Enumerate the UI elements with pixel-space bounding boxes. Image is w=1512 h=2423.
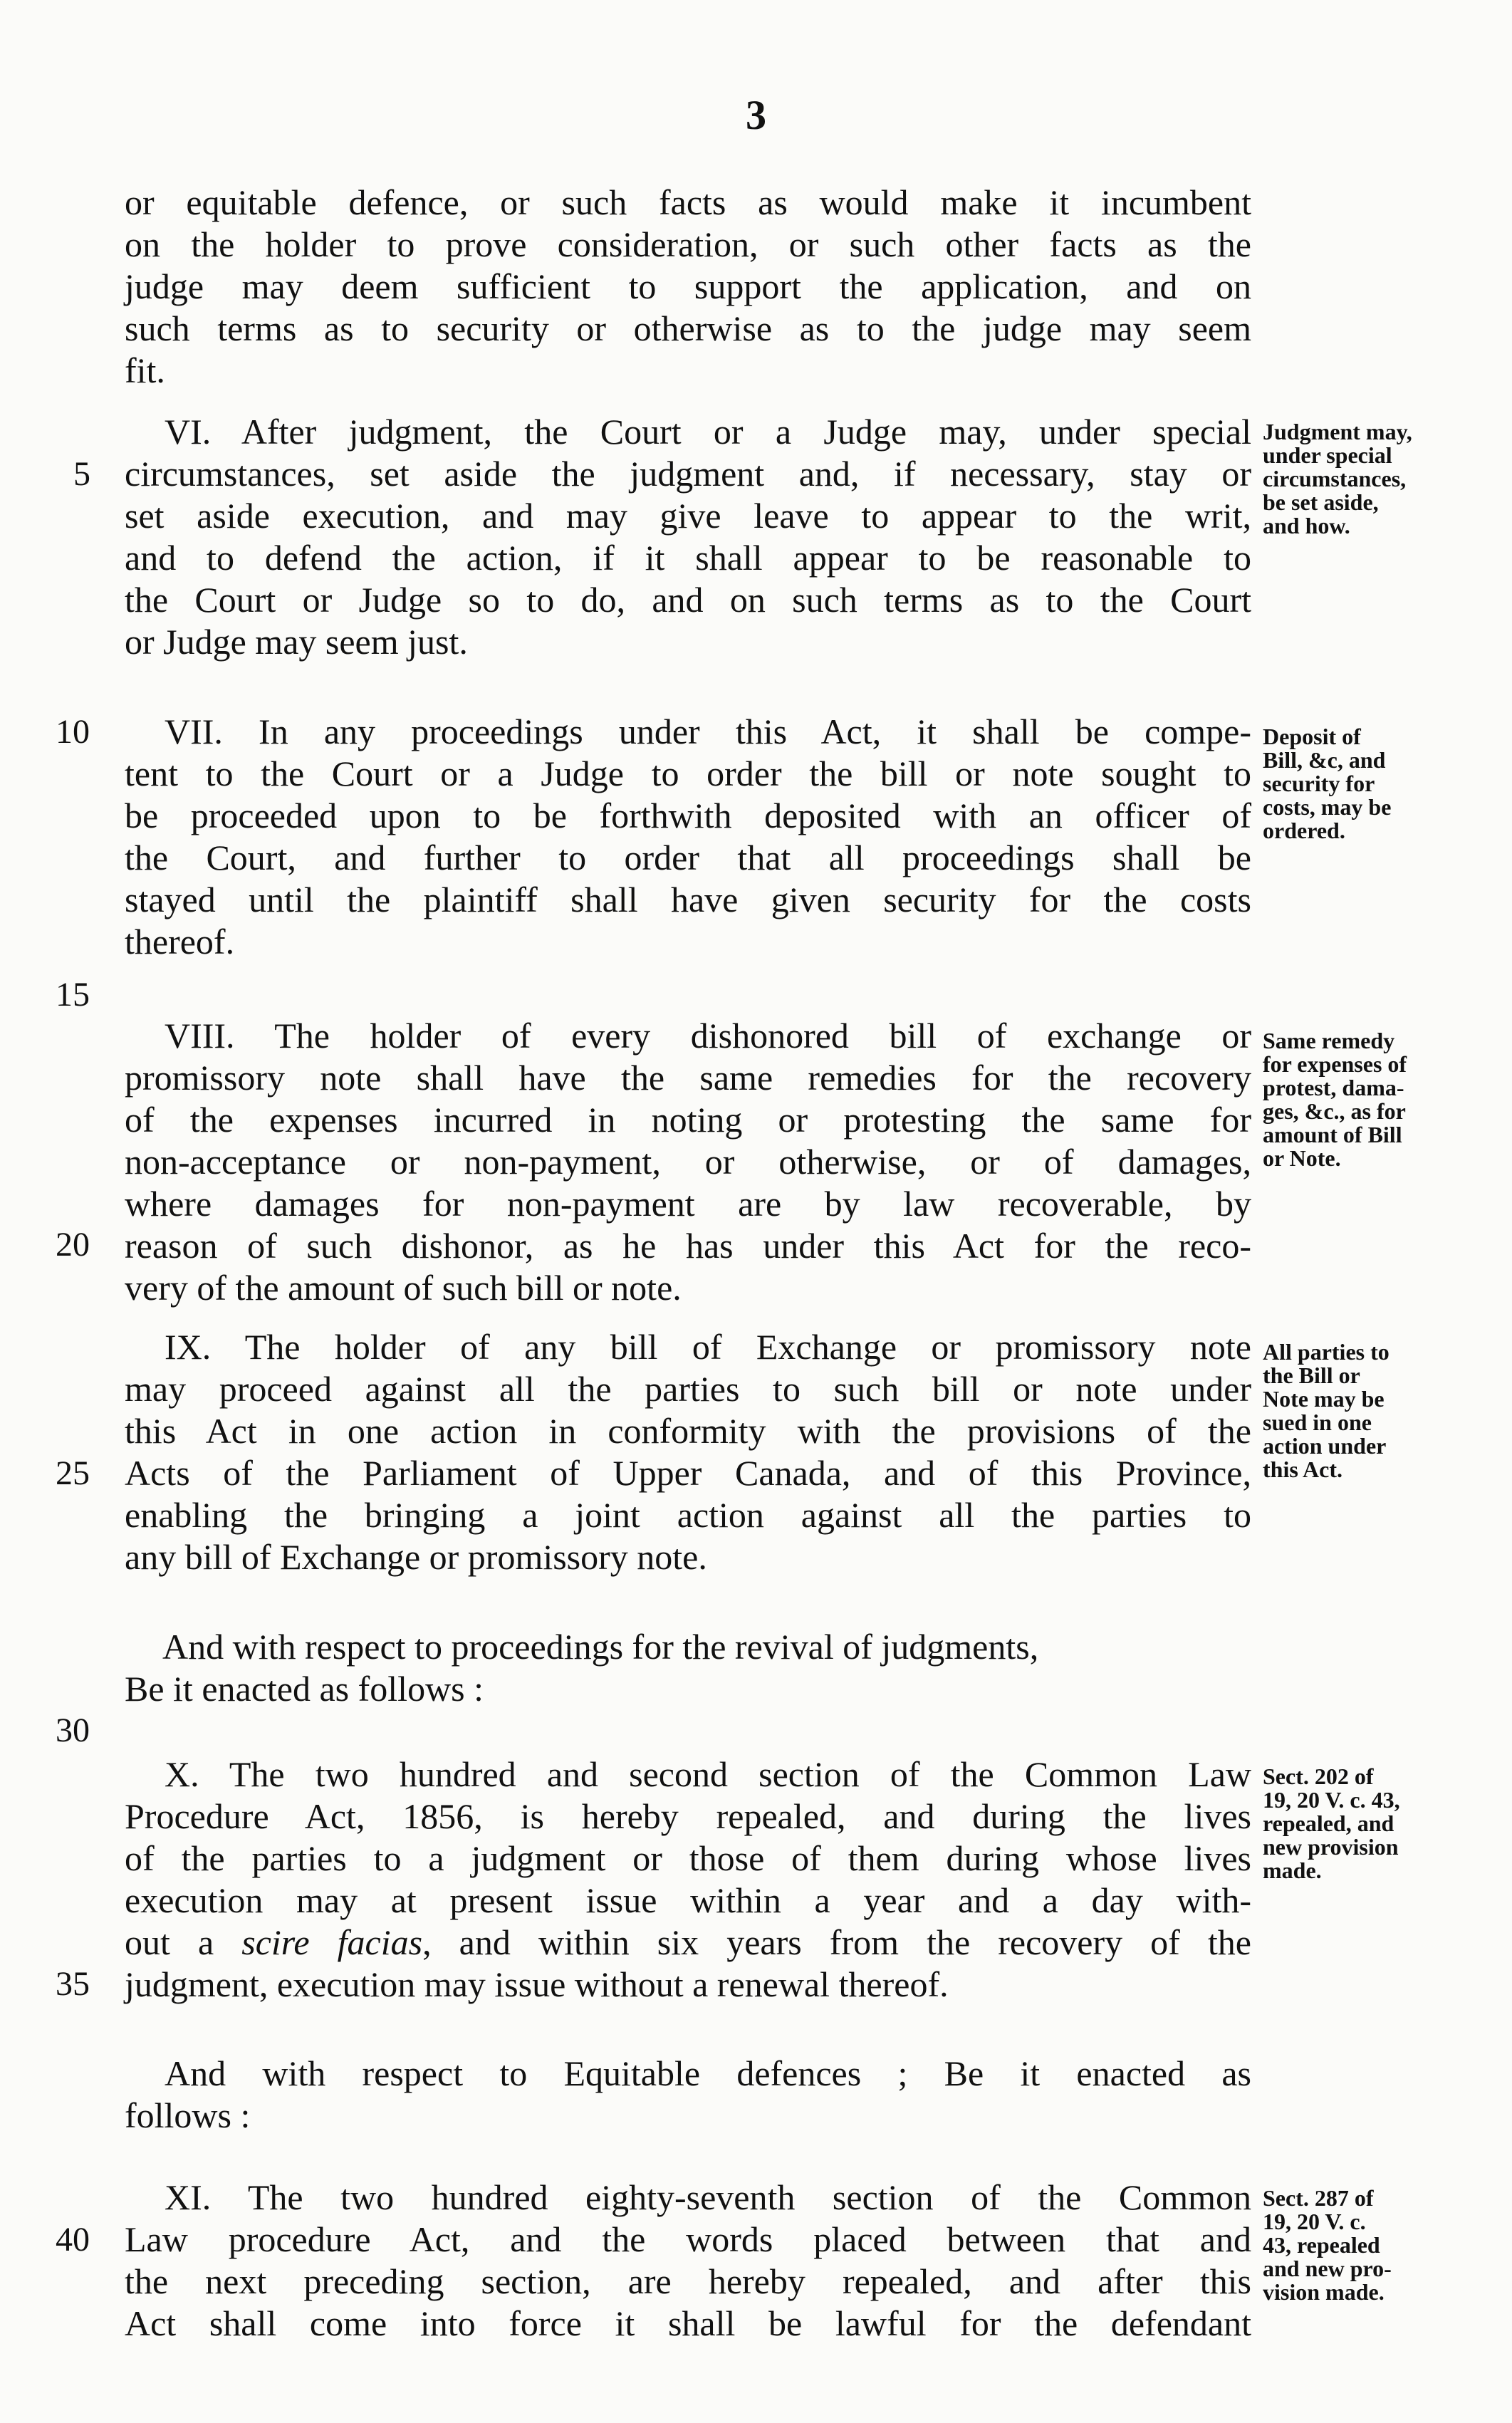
text-line: fit. bbox=[125, 350, 165, 390]
text-line: VI. After judgment, the Court or a Judge may, under special bbox=[165, 412, 1251, 452]
text-line: promissory note shall have the same remedies for the recovery bbox=[125, 1058, 1251, 1098]
section-xi bbox=[125, 2177, 1251, 2345]
text-line: tent to the Court or a Judge to order the bill or note sought to bbox=[125, 754, 1251, 793]
heading-equitable: And with respect to Equitable defences ; Be it enacted as follows : bbox=[125, 2053, 1251, 2135]
paragraph-continuation bbox=[125, 182, 1251, 392]
text-line: Procedure Act, 1856, is hereby repealed, and during the lives bbox=[125, 1796, 1251, 1836]
text-line: enabling the bringing a joint action against all the parties to bbox=[125, 1495, 1251, 1535]
line-number: 15 bbox=[56, 976, 90, 1014]
text-line: Act shall come into force it shall be lawful for the defendant bbox=[125, 2303, 1251, 2343]
line-number: 10 bbox=[56, 713, 90, 751]
text-line: very of the amount of such bill or note. bbox=[125, 1268, 682, 1308]
text-line: out a scire facias, and within six years from the recovery of the bbox=[125, 1922, 1251, 1962]
text-line: X. The two hundred and second section of the Common Law bbox=[165, 1754, 1251, 1794]
margin-note-vii: Deposit of Bill, &c, and security for costs, may be ordered. bbox=[1263, 724, 1392, 843]
text-line: the next preceding section, are hereby repealed, and after this bbox=[125, 2261, 1251, 2301]
text-line: or equitable defence, or such facts as would make it incumbent bbox=[125, 182, 1251, 222]
line-number: 5 bbox=[73, 455, 90, 493]
heading-revival: And with respect to proceedings for the revival of judgments, Be it enacted as follows : bbox=[125, 1627, 1039, 1709]
text-line: this Act in one action in conformity with the provisions of the bbox=[125, 1411, 1251, 1451]
text-line: circumstances, set aside the judgment and, if necessary, stay or bbox=[125, 454, 1251, 494]
line-number: 25 bbox=[56, 1454, 90, 1492]
section-vi bbox=[125, 411, 1251, 663]
line-number: 20 bbox=[56, 1226, 90, 1263]
text-line: of the parties to a judgment or those of them during whose lives bbox=[125, 1838, 1251, 1878]
section-ix bbox=[125, 1326, 1251, 1578]
text-line: stayed until the plaintiff shall have given security for the costs bbox=[125, 880, 1251, 919]
margin-note-viii: Same remedy for expenses of protest, dama- ges, &c., as for amount of Bill or Note. bbox=[1263, 1028, 1407, 1171]
text-line: where damages for non-payment are by law recoverable, by bbox=[125, 1184, 1251, 1224]
page-number: 3 bbox=[746, 92, 766, 138]
text-line: judgment, execution may issue without a renewal thereof. bbox=[125, 1964, 949, 2004]
margin-note-xi: Sect. 287 of 19, 20 V. c. 43, repealed and new pro- vision made. bbox=[1263, 2185, 1392, 2305]
text-line: Law procedure Act, and the words placed between that and bbox=[125, 2219, 1251, 2259]
text-line: any bill of Exchange or promissory note. bbox=[125, 1537, 707, 1577]
text-line: IX. The holder of any bill of Exchange or promissory note bbox=[165, 1327, 1251, 1367]
text-line: execution may at present issue within a year and a day with- bbox=[125, 1880, 1251, 1920]
text-line: VIII. The holder of every dishonored bill of exchange or bbox=[165, 1016, 1251, 1056]
text-line: such terms as to security or otherwise as to the judge may seem bbox=[125, 308, 1251, 348]
text-line: and to defend the action, if it shall appear to be reasonable to bbox=[125, 538, 1251, 578]
section-vii bbox=[125, 711, 1251, 963]
margin-note-ix: All parties to the Bill or Note may be sued in one action under this Act. bbox=[1263, 1339, 1390, 1482]
text-line: non-acceptance or non-payment, or otherwise, or of damages, bbox=[125, 1142, 1251, 1182]
text-line: XI. The two hundred eighty-seventh section of the Common bbox=[165, 2177, 1251, 2217]
text-line: judge may deem sufficient to support the application, and on bbox=[125, 266, 1251, 306]
text-line: be proceeded upon to be forthwith deposited with an officer of bbox=[125, 796, 1251, 835]
text-line: the Court or Judge so to do, and on such terms as to the Court bbox=[125, 580, 1251, 620]
text-line: of the expenses incurred in noting or protesting the same for bbox=[125, 1100, 1251, 1140]
margin-note-vi: Judgment may, under special circumstances, be set aside, and how. bbox=[1263, 419, 1412, 538]
margin-note-x: Sect. 202 of 19, 20 V. c. 43, repealed, and new provision made. bbox=[1263, 1763, 1400, 1883]
line-number: 30 bbox=[56, 1711, 90, 1749]
text-line: or Judge may seem just. bbox=[125, 622, 468, 662]
text-line: set aside execution, and may give leave to appear to the writ, bbox=[125, 496, 1251, 536]
text-line: VII. In any proceedings under this Act, it shall be compe- bbox=[165, 712, 1251, 751]
section-viii bbox=[125, 1015, 1251, 1309]
section-x bbox=[125, 1754, 1251, 2006]
line-number: 35 bbox=[56, 1965, 90, 2003]
text-line: may proceed against all the parties to such bill or note under bbox=[125, 1369, 1251, 1409]
text-line: on the holder to prove consideration, or such other facts as the bbox=[125, 224, 1251, 264]
text-line: thereof. bbox=[125, 922, 235, 962]
italic-phrase: scire facias bbox=[241, 1922, 423, 1962]
line-number: 40 bbox=[56, 2221, 90, 2258]
text-line: reason of such dishonor, as he has under this Act for the reco- bbox=[125, 1226, 1251, 1266]
text-line: Acts of the Parliament of Upper Canada, and of this Province, bbox=[125, 1453, 1251, 1493]
text-line: the Court, and further to order that all proceedings shall be bbox=[125, 838, 1251, 877]
